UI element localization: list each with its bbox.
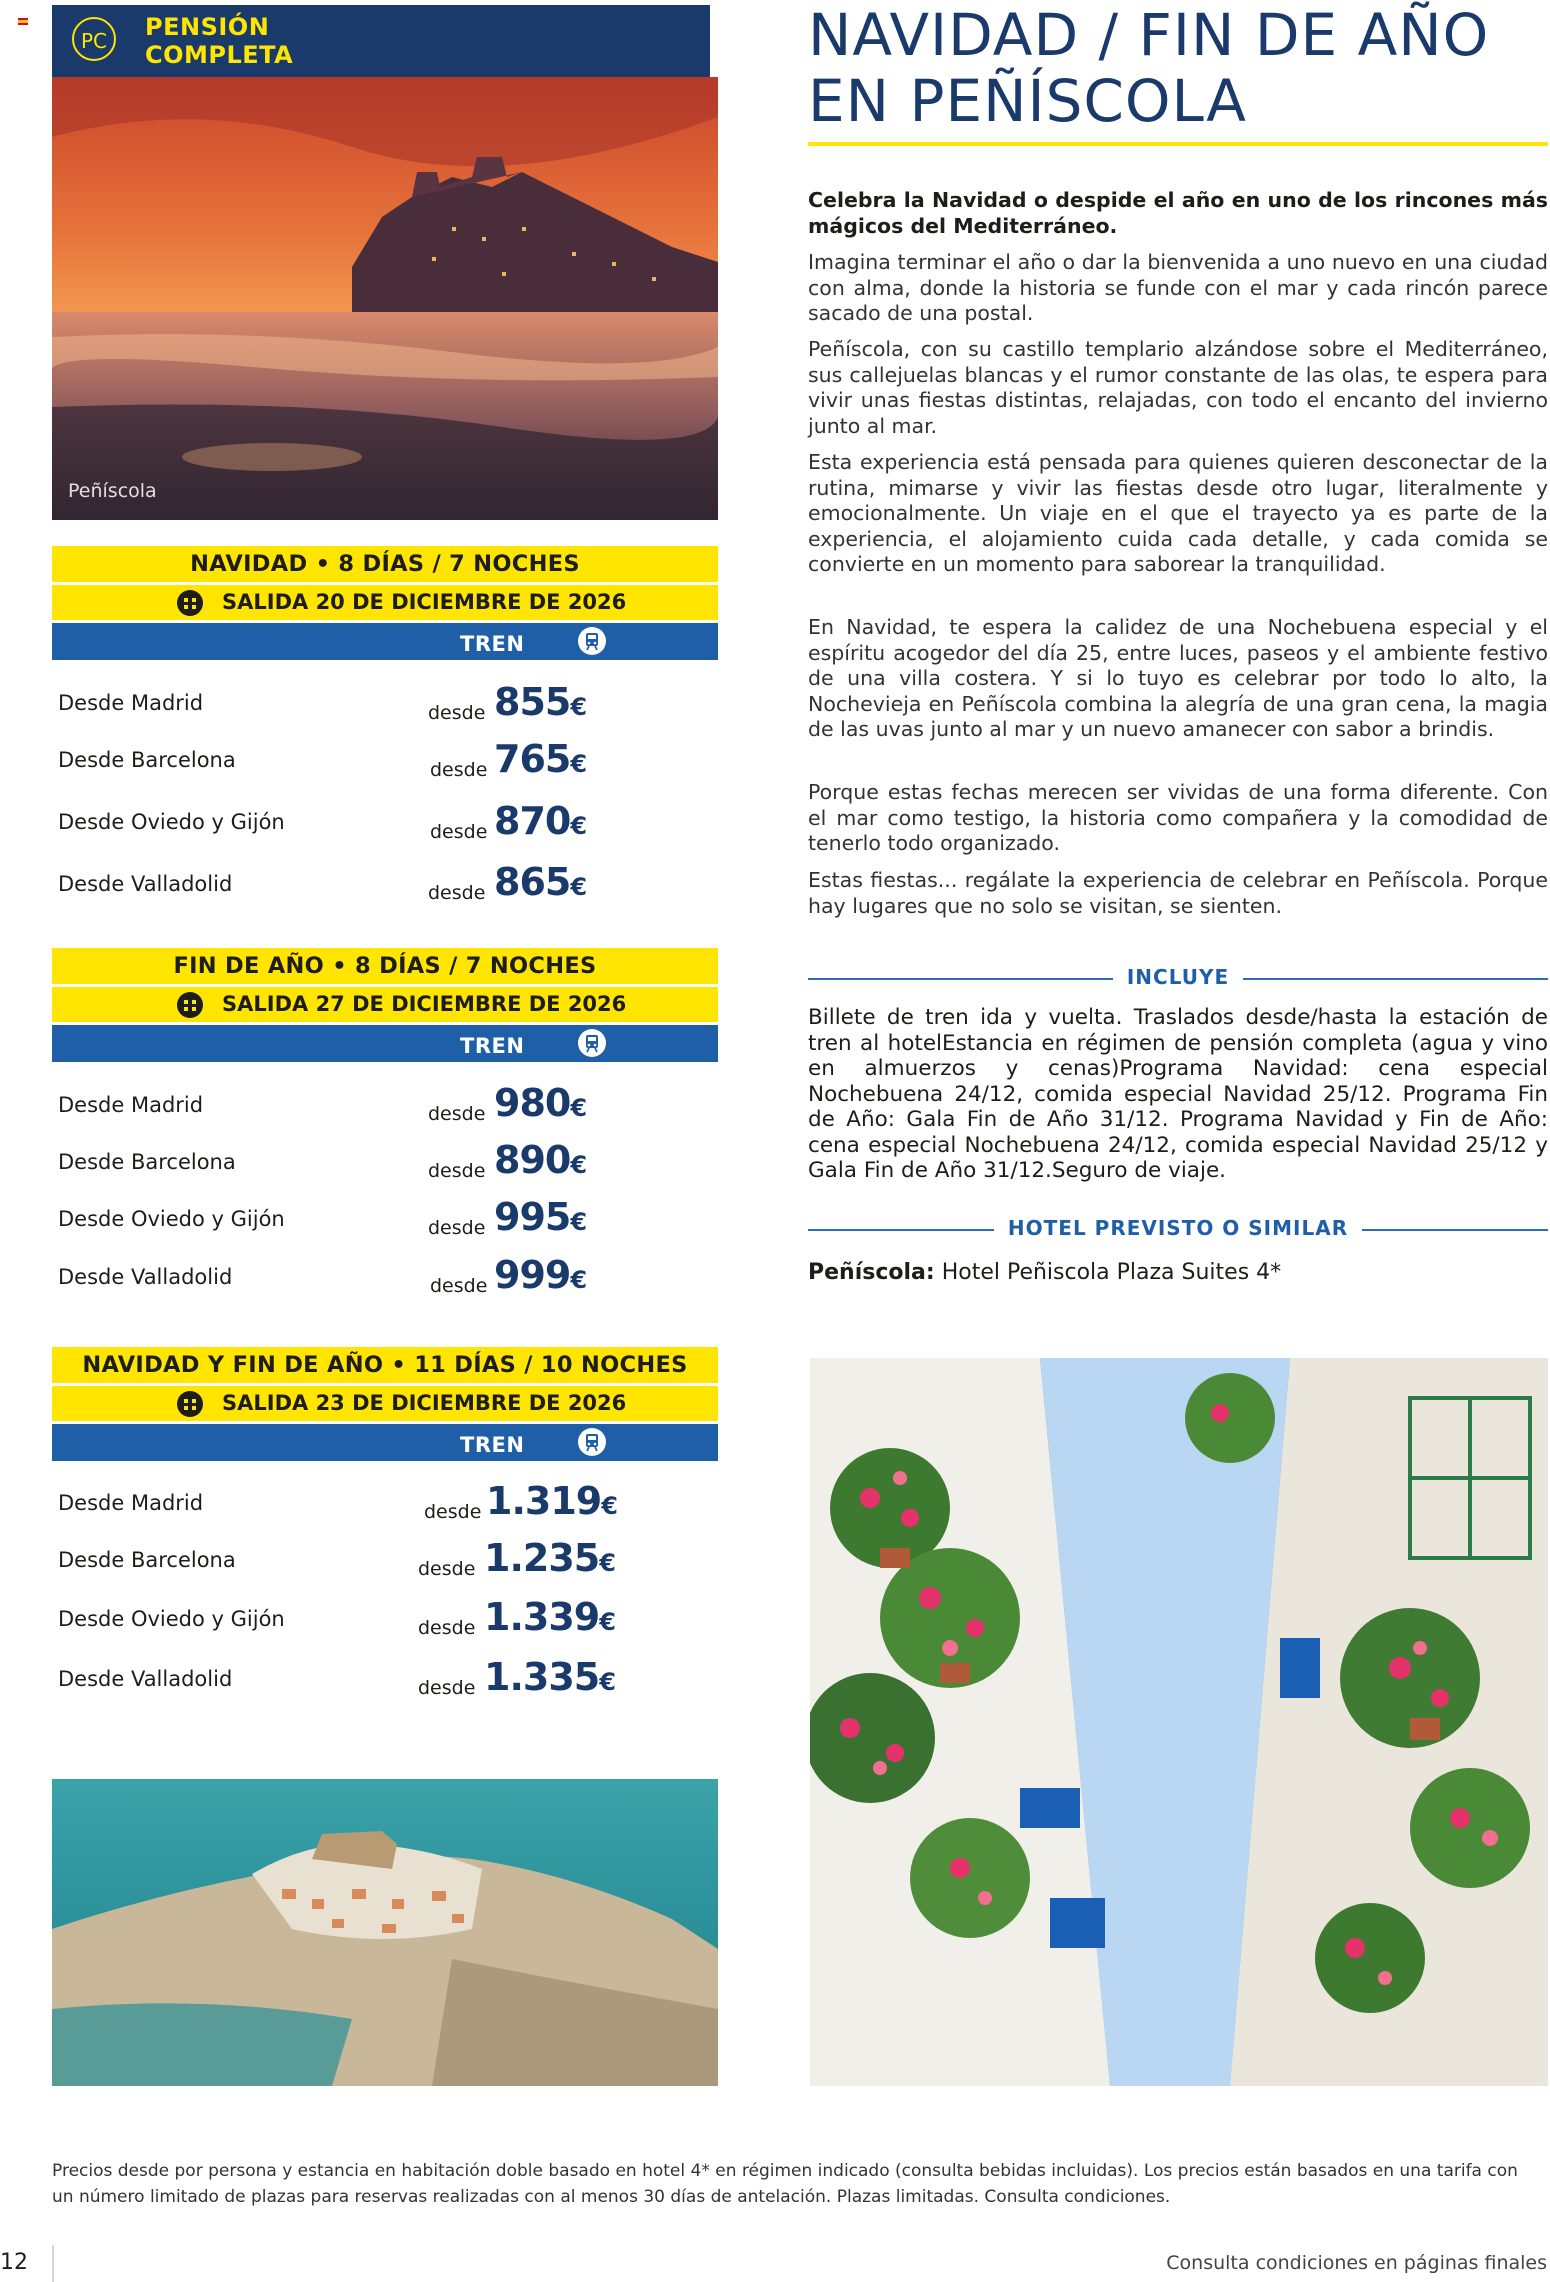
package-3-row-3-amount: 1.339 xyxy=(484,1595,600,1639)
package-2-row-1-price xyxy=(494,1081,586,1125)
package-1-row-3-currency: € xyxy=(570,812,587,840)
package-2-row-3-price xyxy=(494,1195,586,1239)
package-3-row-1-desde: desde xyxy=(424,1501,482,1523)
intro-paragraph-3: Esta experiencia está pensada para quienes quieren desconectar de la rutina, mimarse y vivir las fiestas desde otro lugar, literalmente y emocionalmente. Un viaje en el que el trayecto ya es parte de la experiencia, el alojamiento cuida cada detalle, y cada comida se convierte en un momento para saborear la tranquilidad. xyxy=(808,450,1548,576)
package-1-row-1-desde: desde xyxy=(428,702,486,724)
train-icon xyxy=(578,1029,606,1057)
includes-heading-label: INCLUYE xyxy=(1113,965,1243,989)
intro-paragraph-2: Peñíscola, con su castillo templario alzándose sobre el Mediterráneo, sus callejuelas blancas y el rumor constante de las olas, te espera para vivir unas fiestas distintas, relajadas, con todo el encanto del invierno junto al mar. xyxy=(808,337,1548,438)
package-1-row-2-amount: 765 xyxy=(494,737,571,781)
package-3-row-1-currency: € xyxy=(601,1492,617,1520)
package-2-row-2-currency: € xyxy=(570,1151,587,1179)
package-1-transport xyxy=(52,620,718,660)
peniscola-aerial-photo xyxy=(52,1779,718,2086)
package-1-departure-text: SALIDA 20 DE DICIEMBRE DE 2026 xyxy=(222,590,627,614)
package-3-row-1-amount: 1.319 xyxy=(486,1479,602,1523)
calendar-icon xyxy=(177,1391,203,1417)
package-3-row-2-desde: desde xyxy=(418,1558,476,1580)
price-footnote: Precios desde por persona y estancia en habitación doble basado en hotel 4* en régimen indicado (consulta bebidas incluidas). Los precios están basados en una tarifa con un número limitado de plazas para reservas realizadas con al menos 30 días de antelación. Plazas limitadas. Consulta condiciones. xyxy=(52,2161,1518,2207)
package-1-departure xyxy=(52,582,718,620)
package-1-title: NAVIDAD • 8 DÍAS / 7 NOCHES xyxy=(52,546,718,582)
package-2-departure xyxy=(52,984,718,1022)
hotel-heading-label: HOTEL PREVISTO O SIMILAR xyxy=(994,1216,1362,1240)
train-icon xyxy=(578,627,606,655)
package-1-row-4-amount: 865 xyxy=(494,860,571,904)
title-line-2: EN PEÑÍSCOLA xyxy=(808,67,1247,135)
hotel-heading xyxy=(808,1216,1548,1244)
package-3-row-2-currency: € xyxy=(599,1549,615,1577)
package-3-row-4-amount: 1.335 xyxy=(484,1655,600,1699)
package-3-row-1-price xyxy=(486,1479,617,1523)
badge-line-2: COMPLETA xyxy=(145,41,294,69)
package-2-row-2-from: Desde Barcelona xyxy=(58,1150,236,1174)
package-2-title: FIN DE AÑO • 8 DÍAS / 7 NOCHES xyxy=(52,948,718,984)
pension-completa-badge xyxy=(52,5,710,77)
title-underline xyxy=(808,142,1548,146)
package-1-row-1-price xyxy=(494,680,586,724)
package-1-row-1-amount: 855 xyxy=(494,680,571,724)
intro-paragraph-1: Imagina terminar el año o dar la bienvenida a uno nuevo en una ciudad con alma, donde la historia se funde con el mar y cada rincón parece sacado de una postal. xyxy=(808,250,1548,325)
peniscola-sunset-photo xyxy=(52,77,718,520)
flower-street-photo xyxy=(810,1358,1548,2086)
package-3-transport xyxy=(52,1421,718,1461)
package-2-row-2-price xyxy=(494,1138,586,1182)
package-2-row-2-amount: 890 xyxy=(494,1138,571,1182)
footer-note: Consulta condiciones en páginas finales xyxy=(1166,2252,1547,2274)
package-2-row-1-desde: desde xyxy=(428,1103,486,1125)
package-1-transport-label: TREN xyxy=(460,632,525,656)
photo-caption: Peñíscola xyxy=(68,480,157,502)
package-3-row-2-price xyxy=(484,1536,615,1580)
package-2-row-2-desde: desde xyxy=(428,1160,486,1182)
package-2-row-3-currency: € xyxy=(570,1208,587,1236)
hotel-city: Peñíscola: xyxy=(808,1260,935,1285)
calendar-icon xyxy=(177,590,203,616)
package-1-row-4-price xyxy=(494,860,586,904)
calendar-icon xyxy=(177,992,203,1018)
train-icon xyxy=(578,1428,606,1456)
package-2-departure-text: SALIDA 27 DE DICIEMBRE DE 2026 xyxy=(222,992,627,1016)
title-line-1: NAVIDAD / FIN DE AÑO xyxy=(808,1,1490,69)
package-2-row-3-from: Desde Oviedo y Gijón xyxy=(58,1207,285,1231)
pc-icon: PC xyxy=(72,17,116,61)
package-1-row-2-from: Desde Barcelona xyxy=(58,748,236,772)
package-1-row-3-desde: desde xyxy=(430,821,488,843)
package-2-transport xyxy=(52,1022,718,1062)
package-3-row-3-currency: € xyxy=(599,1608,615,1636)
package-2-row-4-amount: 999 xyxy=(494,1253,571,1297)
page-number-divider xyxy=(52,2245,54,2282)
package-1-row-3-from: Desde Oviedo y Gijón xyxy=(58,810,285,834)
package-1-row-3-amount: 870 xyxy=(494,799,571,843)
package-3-row-2-amount: 1.235 xyxy=(484,1536,600,1580)
includes-text: Billete de tren ida y vuelta. Traslados desde/hasta la estación de tren al hotelEstancia en régimen de pensión completa (agua y vino en almuerzos y cenas)Programa Navidad: cena especial Nochebuena 24/12, comida especial Navidad 25/12. Programa Fin de Año: Gala Fin de Año 31/12. Programa Navidad y Fin de Año: cena especial Nochebuena 24/12, comida especial Navidad 25/12 y Gala Fin de Año 31/12.Seguro de viaje. xyxy=(808,1005,1548,1183)
package-2-row-3-desde: desde xyxy=(428,1217,486,1239)
package-1-row-4-from: Desde Valladolid xyxy=(58,872,233,896)
package-1-row-2-desde: desde xyxy=(430,759,488,781)
package-3-row-4-desde: desde xyxy=(418,1677,476,1699)
page-number: 12 xyxy=(0,2250,28,2275)
page-title xyxy=(808,2,1548,134)
intro-paragraph-4: En Navidad, te espera la calidez de una Nochebuena especial y el espíritu acogedor del día 25, entre luces, paseos y el ambiente festivo de una villa costera. Y si lo tuyo es celebrar por todo lo alto, la Nochevieja en Peñíscola combina la alegría de una gran cena, la magia de las uvas junto al mar y un nuevo amanecer con sabor a brindis. xyxy=(808,615,1548,741)
hotel-name: Hotel Peñiscola Plaza Suites 4* xyxy=(941,1260,1282,1285)
package-2-transport-label: TREN xyxy=(460,1034,525,1058)
package-1-row-2-currency: € xyxy=(570,750,587,778)
package-2-row-1-amount: 980 xyxy=(494,1081,571,1125)
intro-paragraph-6: Estas fiestas... regálate la experiencia de celebrar en Peñíscola. Porque hay lugares que no solo se visitan, se sienten. xyxy=(808,868,1548,918)
package-3-title: NAVIDAD Y FIN DE AÑO • 11 DÍAS / 10 NOCHES xyxy=(52,1347,718,1383)
package-1-row-2-price xyxy=(494,737,586,781)
package-3-row-4-currency: € xyxy=(599,1668,615,1696)
package-3-row-4-price xyxy=(484,1655,615,1699)
package-3-row-4-from: Desde Valladolid xyxy=(58,1667,233,1691)
package-1-row-1-from: Desde Madrid xyxy=(58,691,204,715)
package-3-row-3-from: Desde Oviedo y Gijón xyxy=(58,1607,285,1631)
package-1-row-4-desde: desde xyxy=(428,882,486,904)
package-2-row-3-amount: 995 xyxy=(494,1195,571,1239)
package-3-transport-label: TREN xyxy=(460,1433,525,1457)
package-3-row-3-price xyxy=(484,1595,615,1639)
package-2-row-4-price xyxy=(494,1253,586,1297)
intro-lead: Celebra la Navidad o despide el año en uno de los rincones más mágicos del Mediterráneo. xyxy=(808,188,1548,238)
intro-paragraph-5: Porque estas fechas merecen ser vividas de una forma diferente. Con el mar como testigo, la historia como compañera y la comodidad de tenerlo todo organizado. xyxy=(808,780,1548,855)
package-2-row-1-from: Desde Madrid xyxy=(58,1093,204,1117)
package-2-row-4-desde: desde xyxy=(430,1275,488,1297)
badge-line-1: PENSIÓN xyxy=(145,13,270,41)
package-3-row-1-from: Desde Madrid xyxy=(58,1491,204,1515)
flag-icon xyxy=(18,18,28,25)
package-1-row-4-currency: € xyxy=(570,873,587,901)
package-3-row-3-desde: desde xyxy=(418,1617,476,1639)
package-1-row-3-price xyxy=(494,799,586,843)
includes-heading xyxy=(808,965,1548,993)
package-2-row-4-currency: € xyxy=(570,1266,587,1294)
package-3-departure xyxy=(52,1383,718,1421)
package-1-row-1-currency: € xyxy=(570,693,587,721)
hotel-info xyxy=(808,1260,1281,1285)
badge-label xyxy=(145,13,293,69)
package-3-departure-text: SALIDA 23 DE DICIEMBRE DE 2026 xyxy=(222,1391,627,1415)
package-2-row-1-currency: € xyxy=(570,1094,587,1122)
package-3-row-2-from: Desde Barcelona xyxy=(58,1548,236,1572)
package-2-row-4-from: Desde Valladolid xyxy=(58,1265,233,1289)
